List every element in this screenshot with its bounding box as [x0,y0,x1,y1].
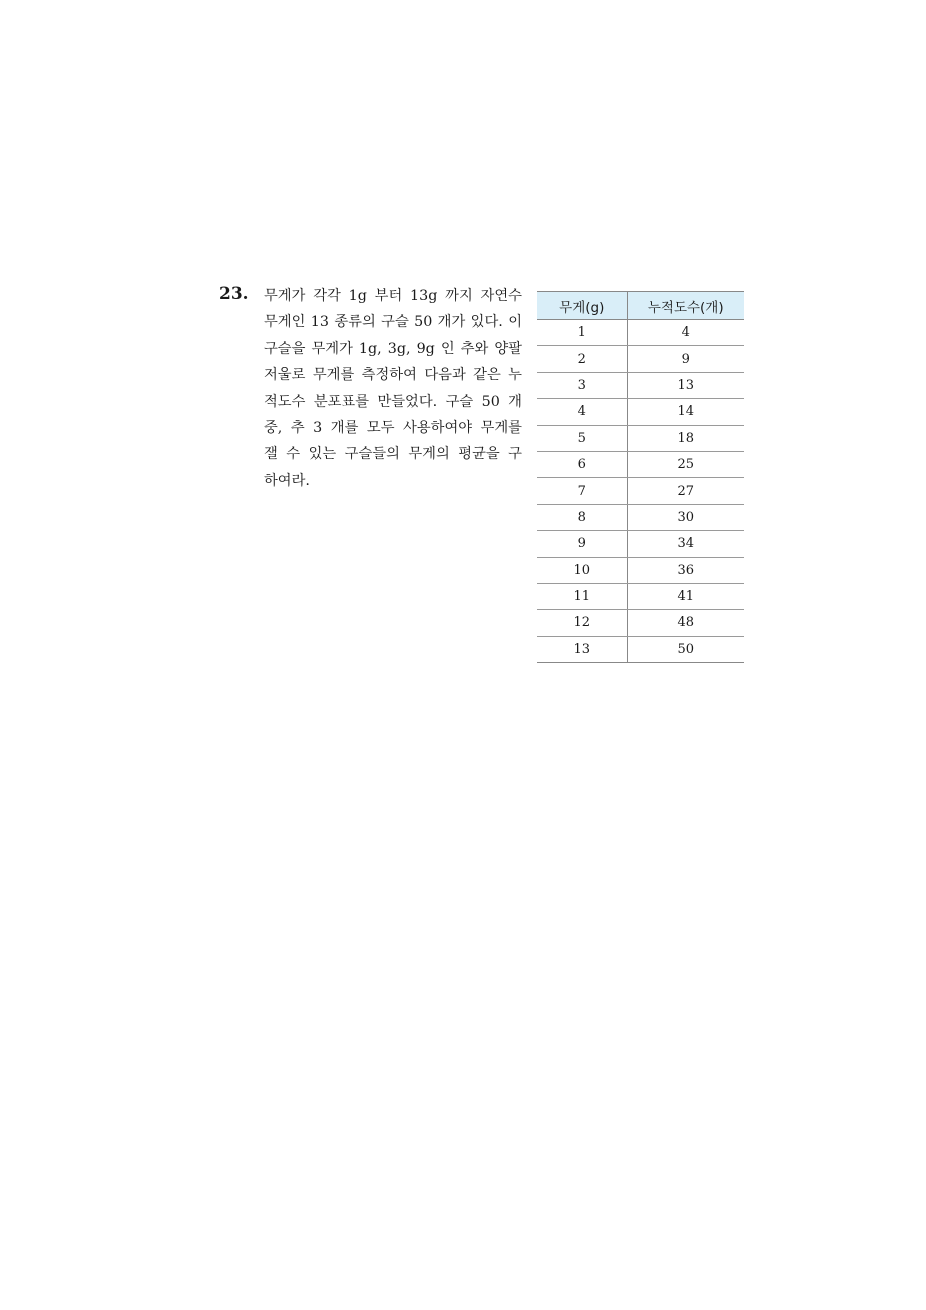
statement-line: 적도수 분포표를 만들었다. 구슬 50 개 [264,393,522,410]
table-row [537,451,744,477]
statement-line: 구슬을 무게가 1g, 3g, 9g 인 추와 양팔 [264,340,522,357]
table-row [537,583,744,609]
frequency-cell: 41 [627,583,744,609]
table-row [537,346,744,372]
statement-line: 하여라. [264,472,310,489]
frequency-cell: 14 [627,399,744,425]
table-row [537,504,744,530]
table-row [537,425,744,451]
frequency-cell: 27 [627,478,744,504]
table-row [537,399,744,425]
table-row [537,610,744,636]
frequency-cell: 48 [627,610,744,636]
table-row [537,557,744,583]
problem-23 [219,283,759,683]
table-row [537,636,744,662]
cumulative-frequency-table [537,291,744,663]
weight-cell: 9 [537,531,627,557]
frequency-cell: 50 [627,636,744,662]
statement-line: 무게가 각각 1g 부터 13g 까지 자연수 [264,288,522,304]
frequency-cell: 25 [627,451,744,477]
weight-cell: 13 [537,636,627,662]
table-row [537,372,744,398]
frequency-cell: 18 [627,425,744,451]
statement-line: 잴 수 있는 구슬들의 무게의 평균을 구 [264,446,522,463]
statement-line: 무게인 13 종류의 구슬 50 개가 있다. 이 [264,314,522,331]
statement-line: 저울로 무게를 측정하여 다음과 같은 누 [264,367,522,384]
problem-statement [264,283,522,494]
table-row [537,531,744,557]
weight-cell: 10 [537,557,627,583]
frequency-cell: 13 [627,372,744,398]
header-weight: 무게(g) [537,292,627,320]
statement-line: 중, 추 3 개를 모두 사용하여야 무게를 [264,419,522,436]
weight-cell: 7 [537,478,627,504]
table-row [537,320,744,346]
weight-cell: 6 [537,451,627,477]
frequency-cell: 4 [627,320,744,346]
frequency-cell: 30 [627,504,744,530]
weight-cell: 12 [537,610,627,636]
table-header-row [537,292,744,320]
weight-cell: 5 [537,425,627,451]
problem-number: 23. [219,284,249,304]
weight-cell: 3 [537,372,627,398]
weight-cell: 4 [537,399,627,425]
frequency-cell: 9 [627,346,744,372]
weight-cell: 1 [537,320,627,346]
header-cumulative-frequency: 누적도수(개) [627,292,744,320]
frequency-cell: 34 [627,531,744,557]
table-row [537,478,744,504]
weight-cell: 11 [537,583,627,609]
weight-cell: 8 [537,504,627,530]
frequency-cell: 36 [627,557,744,583]
weight-cell: 2 [537,346,627,372]
